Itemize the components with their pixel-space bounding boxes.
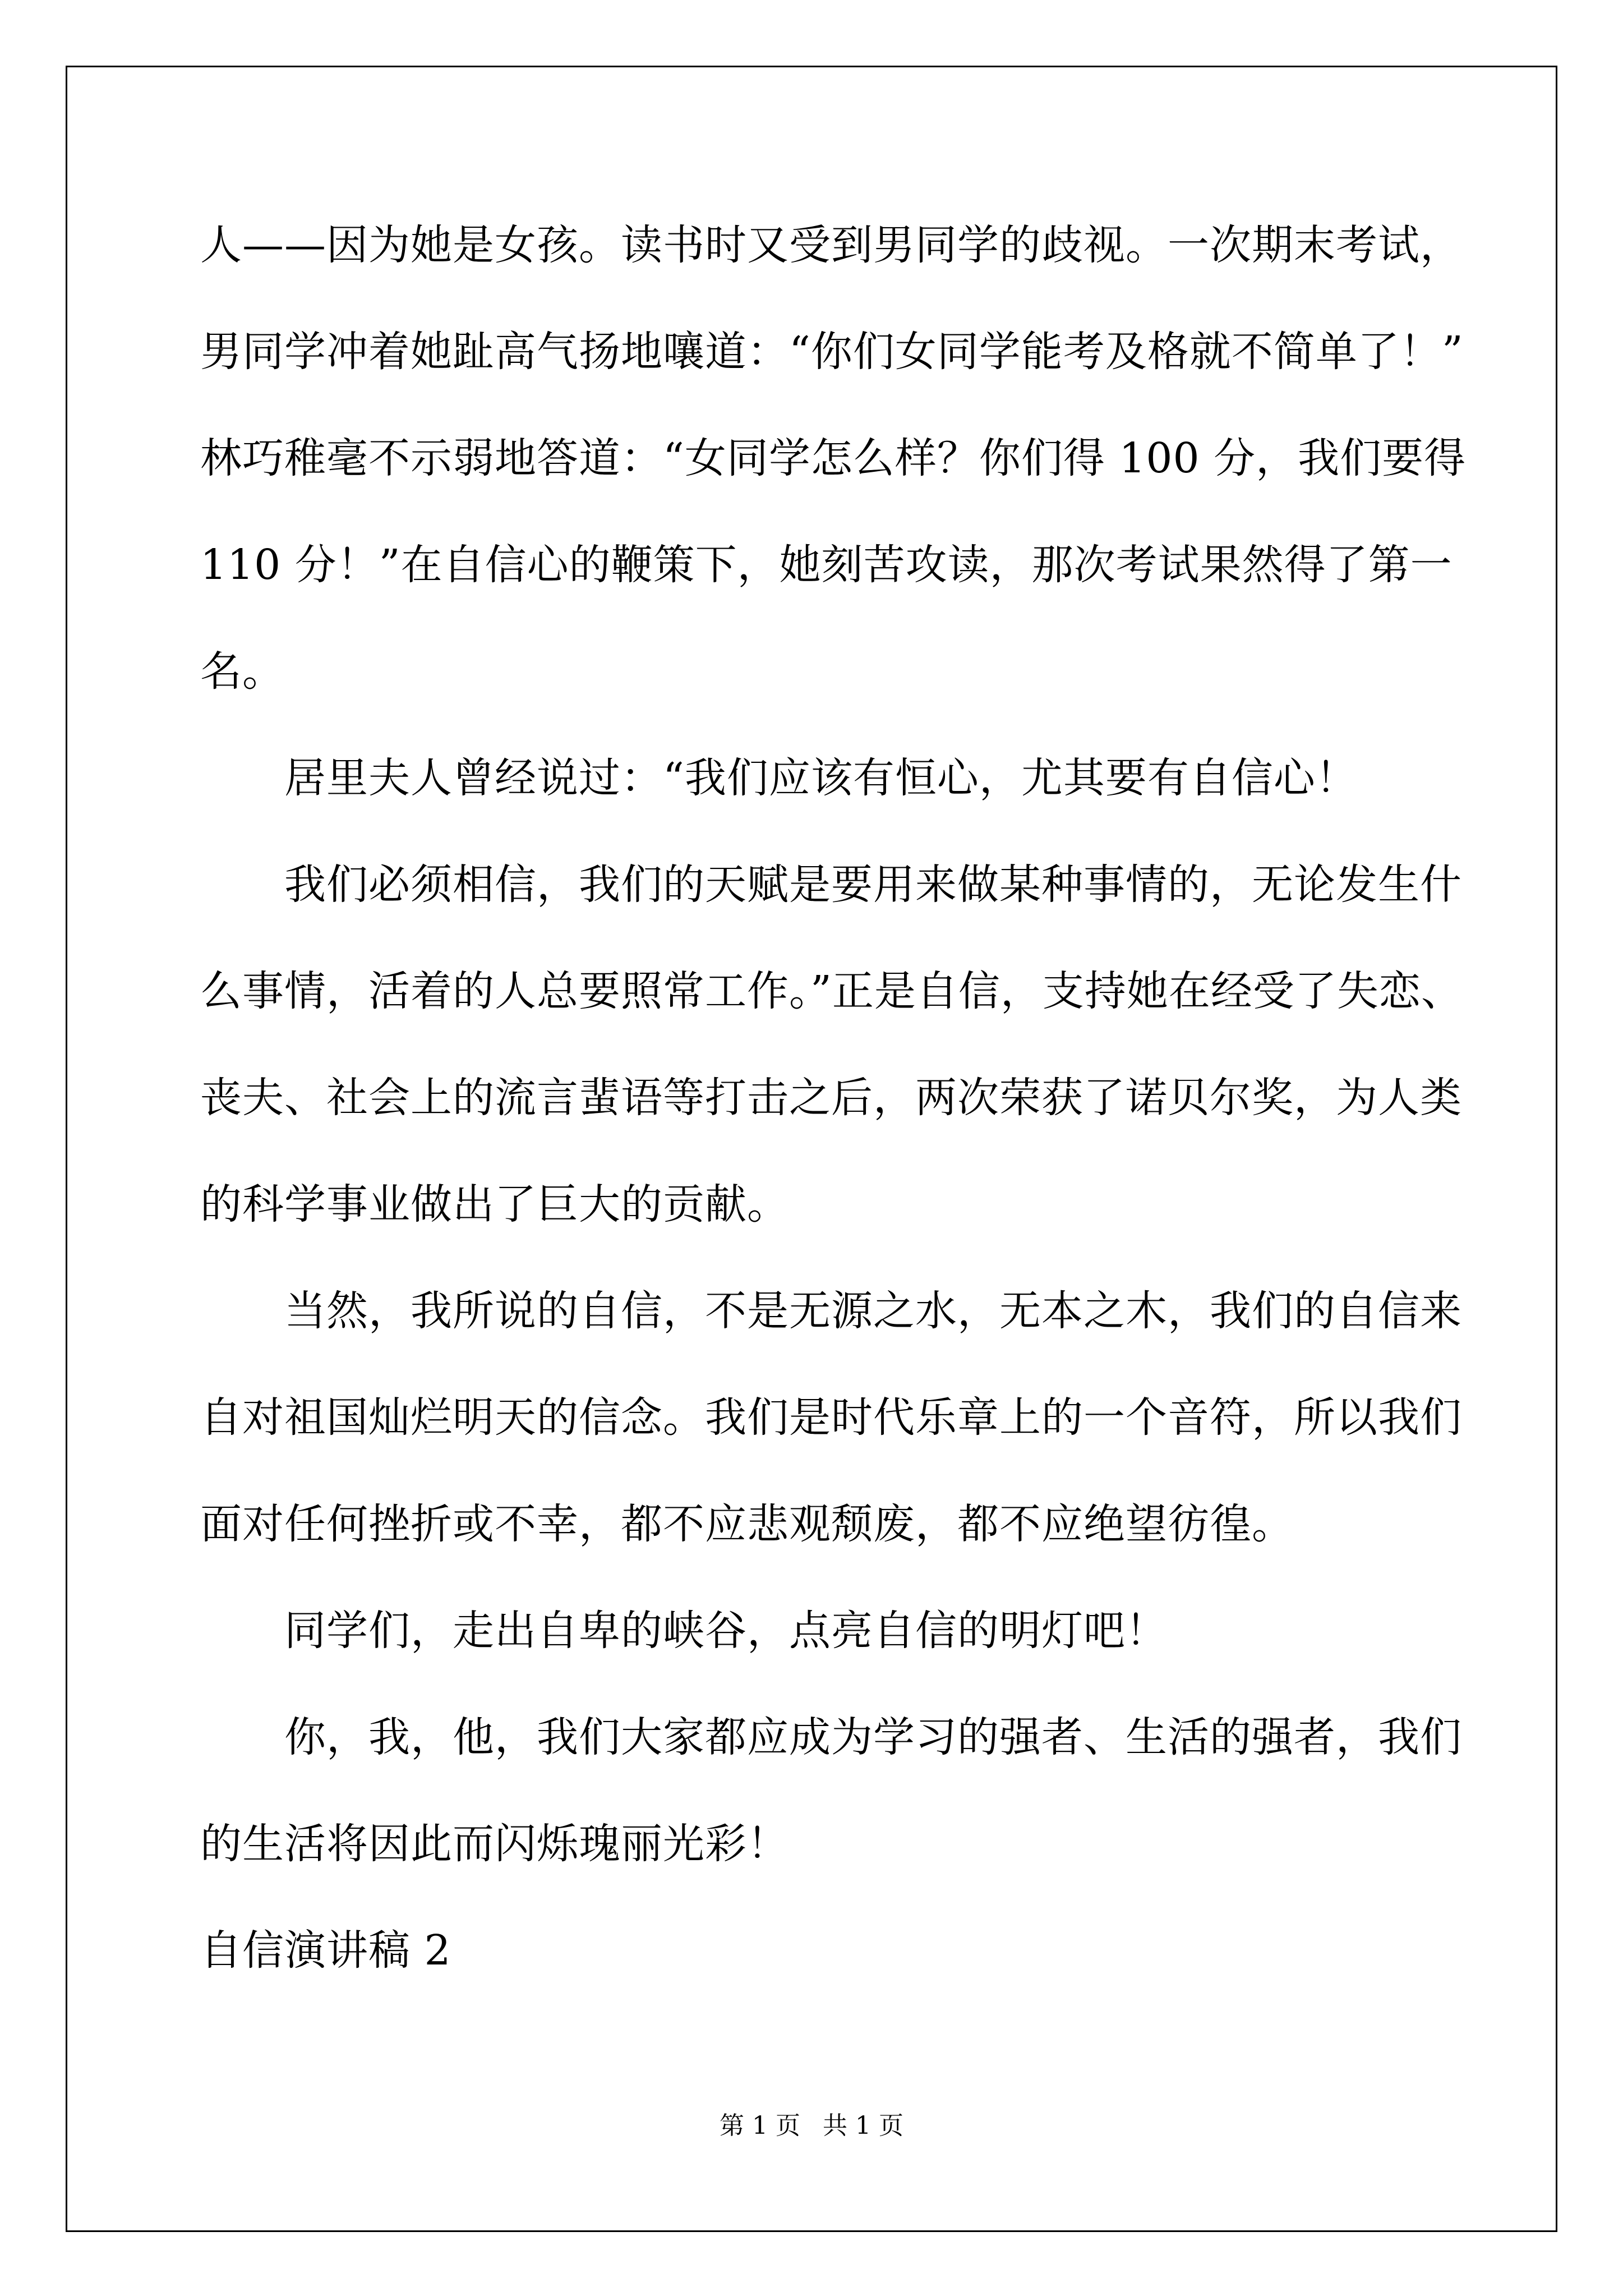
text-line-14: 同学们，走出自卑的峡谷，点亮自信的明灯吧！ xyxy=(284,1607,1168,1655)
total-pages: 共 1 页 xyxy=(823,2111,903,2140)
text-line-5: 名。 xyxy=(200,647,284,696)
text-line-16: 的生活将因此而闪烁瑰丽光彩！ xyxy=(200,1820,789,1868)
text-line-13: 面对任何挫折或不幸，都不应悲观颓废，都不应绝望彷徨。 xyxy=(200,1500,1294,1548)
text-line-10: 的科学事业做出了巨大的贡献。 xyxy=(200,1180,789,1228)
text-line-8: 么事情，活着的人总要照常工作。”正是自信，支持她在经受了失恋、 xyxy=(200,967,1463,1015)
page-border xyxy=(66,66,1557,2232)
text-line-9: 丧夫、社会上的流言蜚语等打击之后，两次荣获了诺贝尔奖，为人类 xyxy=(200,1074,1462,1122)
text-line-15: 你，我，他，我们大家都应成为学习的强者、生活的强者，我们 xyxy=(284,1713,1462,1761)
text-line-1: 人——因为她是女孩。读书时又受到男同学的歧视。一次期末考试， xyxy=(200,221,1462,269)
section-heading: 自信演讲稿 2 xyxy=(200,1926,451,1975)
page-footer xyxy=(0,2109,1623,2143)
page-number: 第 1 页 xyxy=(720,2111,800,2140)
text-line-7: 我们必须相信，我们的天赋是要用来做某种事情的，无论发生什 xyxy=(284,861,1462,909)
text-line-6: 居里夫人曾经说过：“我们应该有恒心，尤其要有自信心！ xyxy=(284,754,1358,802)
text-line-2: 男同学冲着她趾高气扬地嚷道：“你们女同学能考及格就不简单了！” xyxy=(200,328,1464,376)
text-line-11: 当然，我所说的自信，不是无源之水，无本之木，我们的自信来 xyxy=(284,1287,1462,1335)
text-line-3: 林巧稚毫不示弱地答道：“女同学怎么样？你们得 100 分，我们要得 xyxy=(200,434,1467,482)
text-line-12: 自对祖国灿烂明天的信念。我们是时代乐章上的一个音符，所以我们 xyxy=(200,1393,1462,1442)
text-line-4: 110 分！”在自信心的鞭策下，她刻苦攻读，那次考试果然得了第一 xyxy=(200,541,1453,589)
